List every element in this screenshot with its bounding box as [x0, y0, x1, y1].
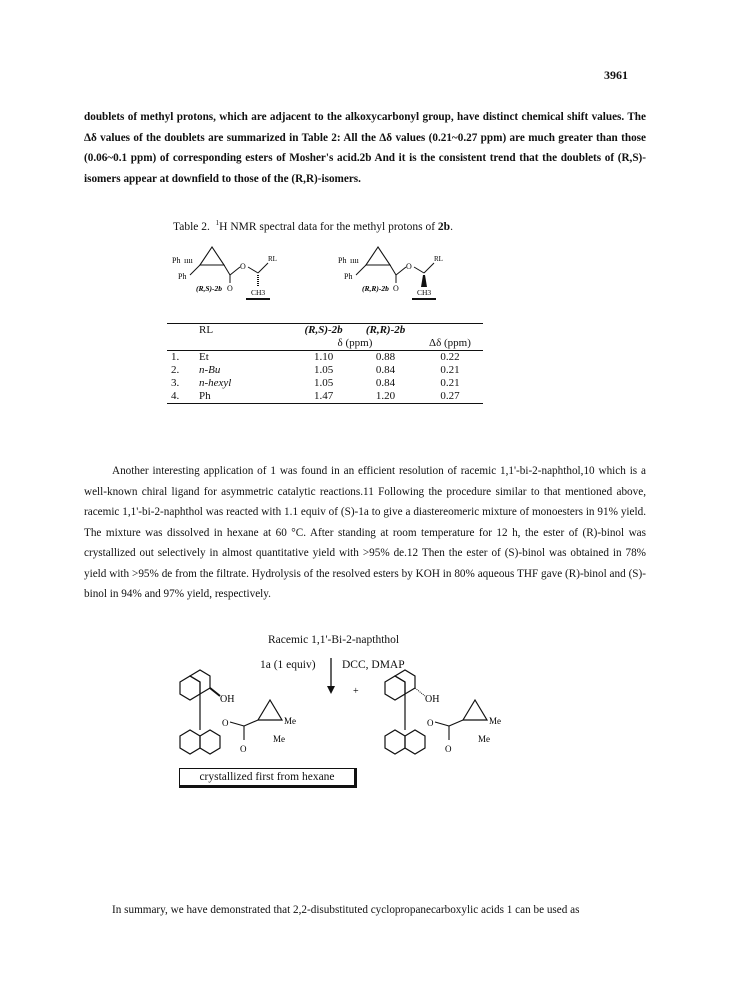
- structure-ch3-label: CH3: [417, 288, 432, 297]
- row-rs-value: 1.05: [313, 377, 334, 389]
- oh-label-left: OH: [220, 694, 235, 705]
- binol-ester-structures: [160, 668, 580, 768]
- table-row: [167, 364, 483, 377]
- page-number: 3961: [604, 68, 628, 82]
- row-rr-value: 1.20: [354, 390, 417, 404]
- me-label-right-1: Me: [489, 716, 501, 726]
- hash-bond-glyph: ıııı: [350, 256, 359, 265]
- structure-rl-label: RL: [268, 255, 277, 263]
- structure-ph-label: Ph: [172, 256, 181, 265]
- row-rl: Et: [199, 351, 209, 363]
- me-label-left-2: Me: [273, 734, 285, 744]
- row-rr-value: 0.84: [375, 377, 396, 389]
- structure-ph-label-2: Ph: [178, 272, 187, 281]
- row-rr-value: 0.84: [375, 364, 396, 376]
- row-rl: n-Bu: [199, 364, 221, 376]
- nmr-data-table: [167, 323, 483, 404]
- row-delta-delta: 0.22: [440, 351, 460, 363]
- row-number: 4.: [167, 390, 195, 404]
- structure-ester-o: O: [406, 262, 412, 271]
- isomer-label-rr: (R,R)-2b: [362, 284, 389, 293]
- row-number: 1.: [171, 351, 180, 363]
- structure-rl-label: RL: [434, 255, 443, 263]
- header-rs: (R,S)-2b: [293, 324, 354, 338]
- rr-isomer-structure: [338, 247, 443, 299]
- cyclopropane-ring: [200, 247, 224, 265]
- paragraph-3: In summary, we have demonstrated that 2,2-disubstituted cyclopropanecarboxylic acids 1 can be used as: [112, 904, 580, 916]
- row-rs-value: 1.10: [313, 351, 334, 363]
- ester-structures: [168, 237, 508, 311]
- paragraph-2: Another interesting application of 1 was found in an efficient resolution of racemic 1,1'-bi-2-naphthol,10 which is a well-known chiral ligand for asymmetric catalytic reactions.11 Following the procedure similar to that mentioned above, racemic 1,1'-bi-2-naphthol was reacted with 1.1 equiv of (S)-1a to give a diastereomeric mixture of monoesters in 91% yield. The mixture was dissolved in hexane at 60 °C. After standing at room temperature for 12 h, the ester of (R)-binol was crystallized out selectively in almost quantitative yield with >95% de.12 Then the ester of (S)-binol was obtained in 78% yield with >95% de from the filtrate. Hydrolysis of the resolved esters by KOH in 80% aqueous THF gave (R)-binol and (S)-binol in 94% and 97% yield, respectively.: [84, 465, 646, 600]
- oh-label-right: OH: [425, 694, 440, 705]
- hash-bond-glyph: ıııı: [184, 256, 193, 265]
- table-caption-prefix: Table 2.: [173, 221, 210, 233]
- table-row: [167, 351, 483, 365]
- structure-ester-o: O: [240, 262, 246, 271]
- row-rr-value: 0.88: [375, 351, 396, 363]
- ester-o-label-right: O: [427, 718, 434, 728]
- row-rl: Ph: [195, 390, 293, 404]
- ester-o-label-left: O: [222, 718, 229, 728]
- r-binol-ester: [180, 670, 296, 754]
- structure-ph-label: Ph: [338, 256, 347, 265]
- rs-isomer-structure: [172, 247, 277, 299]
- structure-ch3-label: CH3: [251, 288, 266, 297]
- structure-carbonyl-o: O: [393, 284, 399, 293]
- row-rl: n-hexyl: [199, 377, 232, 389]
- structure-carbonyl-o: O: [227, 284, 233, 293]
- s-binol-ester: [385, 670, 501, 754]
- header-rr: (R,R)-2b: [354, 324, 417, 338]
- carbonyl-o-label-right: O: [445, 744, 452, 754]
- table-caption-compound: 2b: [437, 221, 451, 233]
- row-delta-delta: 0.21: [440, 377, 460, 389]
- scheme-reagent-right: DCC, DMAP: [342, 659, 405, 671]
- table-caption: Table 2. $^1$H NMR spectral data for the methyl protons of 2b.: [173, 219, 453, 233]
- scheme-title: Racemic 1,1'-Bi-2-napththol: [268, 634, 400, 646]
- row-number: 3.: [171, 377, 180, 389]
- row-delta-delta: 0.27: [417, 390, 483, 404]
- plus-sign: +: [353, 686, 359, 697]
- table-row: [167, 390, 483, 404]
- table-caption-text: H NMR spectral data for the methyl protons of: [219, 221, 438, 233]
- header-delta-unit: δ (ppm): [293, 337, 417, 351]
- table-row: [167, 377, 483, 390]
- header-rl: RL: [195, 324, 293, 338]
- row-rs-value: 1.05: [313, 364, 334, 376]
- table-caption-nucleus: 1: [215, 219, 220, 227]
- crystallized-label-box: crystallized first from hexane: [179, 768, 357, 788]
- cyclopropane-ring: [366, 247, 390, 265]
- header-delta-delta: Δδ (ppm): [417, 337, 483, 351]
- me-label-right-2: Me: [478, 734, 490, 744]
- structure-ph-label-2: Ph: [344, 272, 353, 281]
- scheme-reagent-left: 1a (1 equiv): [260, 659, 316, 671]
- row-delta-delta: 0.21: [440, 364, 460, 376]
- carbonyl-o-label-left: O: [240, 744, 247, 754]
- row-number: 2.: [171, 364, 180, 376]
- isomer-label-rs: (R,S)-2b: [196, 284, 223, 293]
- me-label-left-1: Me: [284, 716, 296, 726]
- row-rs-value: 1.47: [293, 390, 354, 404]
- paragraph-1: doublets of methyl protons, which are adjacent to the alkoxycarbonyl group, have distinct chemical shift values. The Δδ values of the doublets are summarized in Table 2: All the Δδ values (0.21~0.27 ppm) are much greater than those (0.06~0.1 ppm) of corresponding esters of Mosher's acid.2b And it is the consistent trend that the doublets of (R,S)-isomers appear at downfield to those of the (R,R)-isomers.: [84, 111, 646, 185]
